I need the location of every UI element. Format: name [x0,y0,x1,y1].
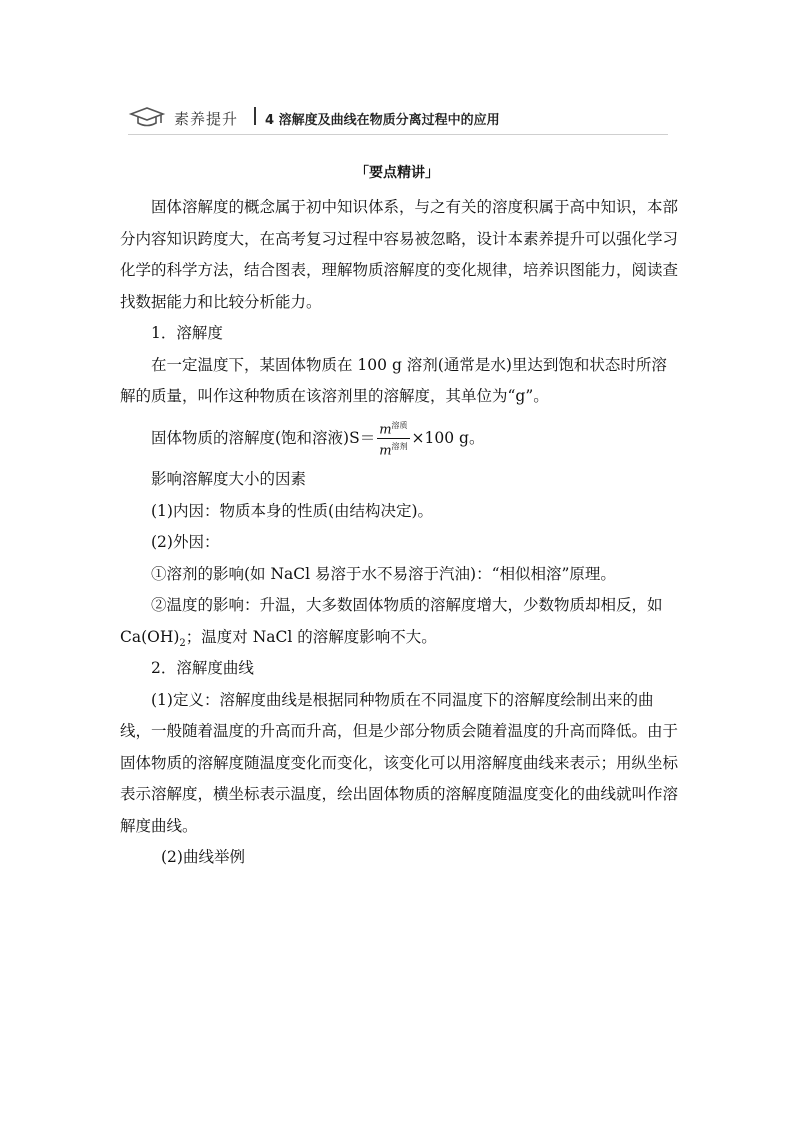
header-separator [254,107,256,125]
solvent-effect: ①溶剂的影响(如 NaCl 易溶于水不易溶于汽油)：“相似相溶”原理。 [151,564,616,583]
section-title: 「要点精讲」 [355,165,439,181]
header-title: 4 溶解度及曲线在物质分离过程中的应用 [265,113,500,128]
formula-fraction [377,419,409,459]
curve-definition: (1)定义：溶解度曲线是根据同种物质在不同温度下的溶解度绘制出来的曲线，一般随着温度的升高而升高，但是少部分物质会随着温度的升高而降低。由于固体物质的溶解度随温度变化而变化，该变化可以用溶解度曲线来表示；用纵坐标表示溶解度，横坐标表示温度，绘出固体物质的溶解度随温度变化的曲线就叫作溶解度曲线。 [120,690,679,835]
page-header [128,104,668,135]
header-brand: 素养提升 [174,110,239,128]
formula-prefix: 固体物质的溶解度(饱和溶液)S＝ [151,428,376,447]
formula-suffix: ×100 g。 [411,428,485,447]
formula-denominator-sub: 溶剂 [391,441,408,451]
formula-numerator-sub: 溶质 [391,420,408,430]
temperature-effect-a: ②温度的影响：升温，大多数固体物质的溶解度增大，少数物质却相反，如 Ca(OH) [120,596,663,646]
temperature-effect [120,590,680,653]
internal-factor: (1)内因：物质本身的性质(由结构决定)。 [151,501,434,520]
external-factor: (2)外因： [151,533,220,552]
heading-solubility: 1．溶解度 [151,324,223,342]
graduation-cap-icon [128,106,166,128]
formula-numerator: m [379,421,392,437]
temperature-effect-subscript: 2 [179,637,186,649]
intro-paragraph: 固体溶解度的概念属于初中知识体系，与之有关的溶度积属于高中知识，本部分内容知识跨度大，在高考复习过程中容易被忽略，设计本素养提升可以强化学习化学的科学方法，结合图表，理解物质溶解度的变化规律，培养识图能力，阅读查找数据能力和比较分析能力。 [120,198,679,311]
document-body [120,192,680,874]
solubility-definition: 在一定温度下，某固体物质在 100 g 溶剂(通常是水)里达到饱和状态时所溶解的质量，叫作这种物质在该溶剂里的溶解度，其单位为“g”。 [120,355,667,405]
factors-heading: 影响溶解度大小的因素 [151,470,307,489]
solubility-formula [120,419,680,459]
formula-denominator: m [379,443,392,459]
heading-solubility-curve: 2．溶解度曲线 [151,659,254,678]
temperature-effect-b: ；温度对 NaCl 的溶解度影响不大。 [185,627,437,646]
curve-example-heading: (2)曲线举例 [161,848,245,867]
